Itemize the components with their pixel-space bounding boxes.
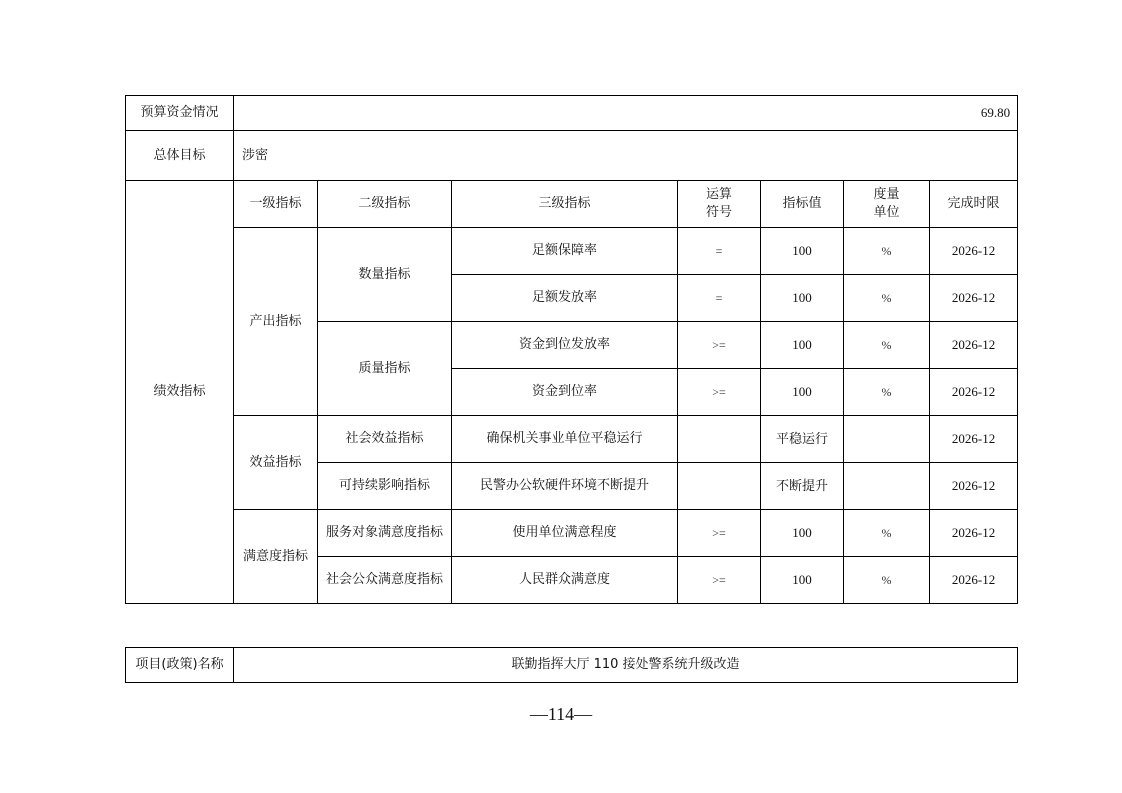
level1-indicator: 满意度指标: [234, 510, 318, 604]
deadline: 2026-12: [930, 557, 1018, 604]
column-header: 度量 单位: [844, 181, 930, 228]
level3-indicator: 资金到位率: [452, 369, 678, 416]
level3-indicator: 人民群众满意度: [452, 557, 678, 604]
level1-indicator: 效益指标: [234, 416, 318, 510]
level3-indicator: 足额发放率: [452, 275, 678, 322]
performance-label: 绩效指标: [126, 181, 234, 604]
deadline: 2026-12: [930, 322, 1018, 369]
level3-indicator: 使用单位满意程度: [452, 510, 678, 557]
unit: [844, 463, 930, 510]
deadline: 2026-12: [930, 463, 1018, 510]
level1-indicator: 产出指标: [234, 228, 318, 416]
column-header: 运算 符号: [678, 181, 761, 228]
project-name-label: 项目(政策)名称: [126, 648, 234, 683]
unit: %: [844, 557, 930, 604]
column-header: 完成时限: [930, 181, 1018, 228]
level3-indicator: 资金到位发放率: [452, 322, 678, 369]
goal-label: 总体目标: [126, 131, 234, 181]
indicator-value: 100: [761, 275, 844, 322]
level2-indicator: 社会公众满意度指标: [318, 557, 452, 604]
budget-label: 预算资金情况: [126, 96, 234, 131]
operator: [678, 463, 761, 510]
column-header: 二级指标: [318, 181, 452, 228]
column-header: 一级指标: [234, 181, 318, 228]
budget-value: 69.80: [234, 96, 1018, 131]
indicator-value: 不断提升: [761, 463, 844, 510]
unit: %: [844, 228, 930, 275]
operator: >=: [678, 510, 761, 557]
indicator-value: 100: [761, 322, 844, 369]
indicator-value: 100: [761, 557, 844, 604]
indicator-value: 平稳运行: [761, 416, 844, 463]
column-header: 三级指标: [452, 181, 678, 228]
performance-table: [125, 95, 1018, 604]
table-row: [126, 228, 1018, 275]
operator: >=: [678, 369, 761, 416]
operator: =: [678, 275, 761, 322]
deadline: 2026-12: [930, 228, 1018, 275]
column-header: 指标值: [761, 181, 844, 228]
indicator-value: 100: [761, 228, 844, 275]
operator: >=: [678, 557, 761, 604]
unit: [844, 416, 930, 463]
indicator-value: 100: [761, 510, 844, 557]
unit: %: [844, 275, 930, 322]
deadline: 2026-12: [930, 416, 1018, 463]
level3-indicator: 民警办公软硬件环境不断提升: [452, 463, 678, 510]
level3-indicator: 确保机关事业单位平稳运行: [452, 416, 678, 463]
level2-indicator: 社会效益指标: [318, 416, 452, 463]
unit: %: [844, 510, 930, 557]
project-name-table: [125, 647, 1018, 683]
unit: %: [844, 369, 930, 416]
operator: >=: [678, 322, 761, 369]
deadline: 2026-12: [930, 275, 1018, 322]
level3-indicator: 足额保障率: [452, 228, 678, 275]
level2-indicator: 数量指标: [318, 228, 452, 322]
operator: [678, 416, 761, 463]
level2-indicator: 质量指标: [318, 322, 452, 416]
indicator-value: 100: [761, 369, 844, 416]
level2-indicator: 服务对象满意度指标: [318, 510, 452, 557]
unit: %: [844, 322, 930, 369]
goal-value: 涉密: [234, 131, 1018, 181]
operator: =: [678, 228, 761, 275]
deadline: 2026-12: [930, 510, 1018, 557]
table-row: [126, 416, 1018, 463]
project-name-value: 联勤指挥大厅 110 接处警系统升级改造: [234, 648, 1018, 683]
page-number: —114—: [529, 704, 593, 724]
level2-indicator: 可持续影响指标: [318, 463, 452, 510]
deadline: 2026-12: [930, 369, 1018, 416]
table-row: [126, 510, 1018, 557]
